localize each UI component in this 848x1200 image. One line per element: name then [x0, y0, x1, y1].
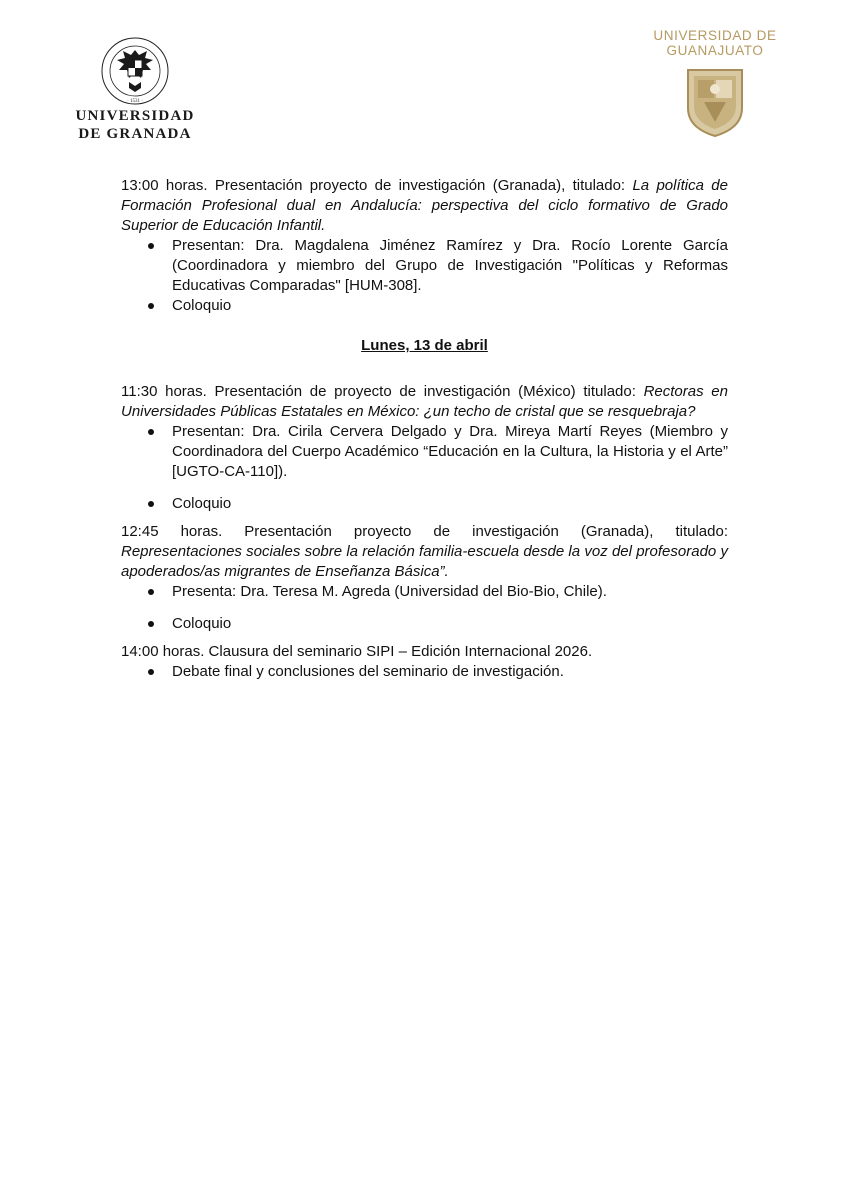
granada-name-line1: UNIVERSIDAD: [75, 108, 195, 124]
list-item: Debate final y conclusiones del seminario de investigación.: [121, 662, 728, 682]
program-content: [121, 176, 728, 682]
session-2-paragraph: [121, 382, 728, 422]
list-item: Presenta: Dra. Teresa M. Agreda (Universidad del Bio-Bio, Chile).: [121, 582, 728, 602]
universidad-de-granada-logo: [68, 36, 202, 142]
day-heading: Lunes, 13 de abril: [361, 337, 488, 354]
session-3-intro: 12:45 horas. Presentación proyecto de investigación (Granada), titulado:: [121, 523, 728, 540]
list-item: Coloquio: [121, 494, 728, 514]
session-4-paragraph: [121, 642, 728, 662]
session-3-bullets: [121, 582, 728, 634]
list-item: Presentan: Dra. Magdalena Jiménez Ramírez y Dra. Rocío Lorente García (Coordinadora y miembro del Grupo de Investigación "Políticas y Reformas Educativas Comparadas" [HUM-308].: [121, 236, 728, 296]
session-2-intro: 11:30 horas. Presentación de proyecto de investigación (México) titulado:: [121, 383, 644, 400]
session-4-bullets: [121, 662, 728, 682]
session-2-title: Rectoras en Universidades Públicas Estatales en México: ¿un techo de cristal que se resquebraja?: [121, 383, 728, 420]
granada-name-line2: DE GRANADA: [78, 126, 192, 142]
session-1-intro: 13:00 horas. Presentación proyecto de investigación (Granada), titulado:: [121, 177, 633, 194]
svg-text:· 1531 ·: · 1531 ·: [127, 99, 143, 104]
list-item: Presentan: Dra. Cirila Cervera Delgado y Dra. Mireya Martí Reyes (Miembro y Coordinadora del Cuerpo Académico “Educación en la Cultura, la Historia y el Arte” [UGTO-CA-110]).: [121, 422, 728, 482]
session-1-title: La política de Formación Profesional dual en Andalucía: perspectiva del ciclo formativo de Grado Superior de Educación Infantil.: [121, 177, 728, 234]
session-2-bullets: [121, 422, 728, 514]
guanajuato-name-line2: GUANAJUATO: [666, 43, 764, 58]
list-item: Coloquio: [121, 614, 728, 634]
universidad-de-guanajuato-logo: [648, 28, 782, 138]
session-1-bullets: [121, 236, 728, 316]
session-3-paragraph: [121, 522, 728, 582]
guanajuato-name-line1: UNIVERSIDAD DE: [653, 28, 777, 43]
granada-seal-icon: [95, 36, 175, 106]
session-1-paragraph: [121, 176, 728, 236]
list-item: Coloquio: [121, 296, 728, 316]
guanajuato-crest-icon: [684, 62, 746, 138]
session-3-title: Representaciones sociales sobre la relación familia-escuela desde la voz del profesorado y apoderados/as migrantes de Enseñanza Básica”.: [121, 543, 728, 580]
session-4-intro: 14:00 horas. Clausura del seminario SIPI – Edición Internacional 2026.: [121, 643, 593, 660]
